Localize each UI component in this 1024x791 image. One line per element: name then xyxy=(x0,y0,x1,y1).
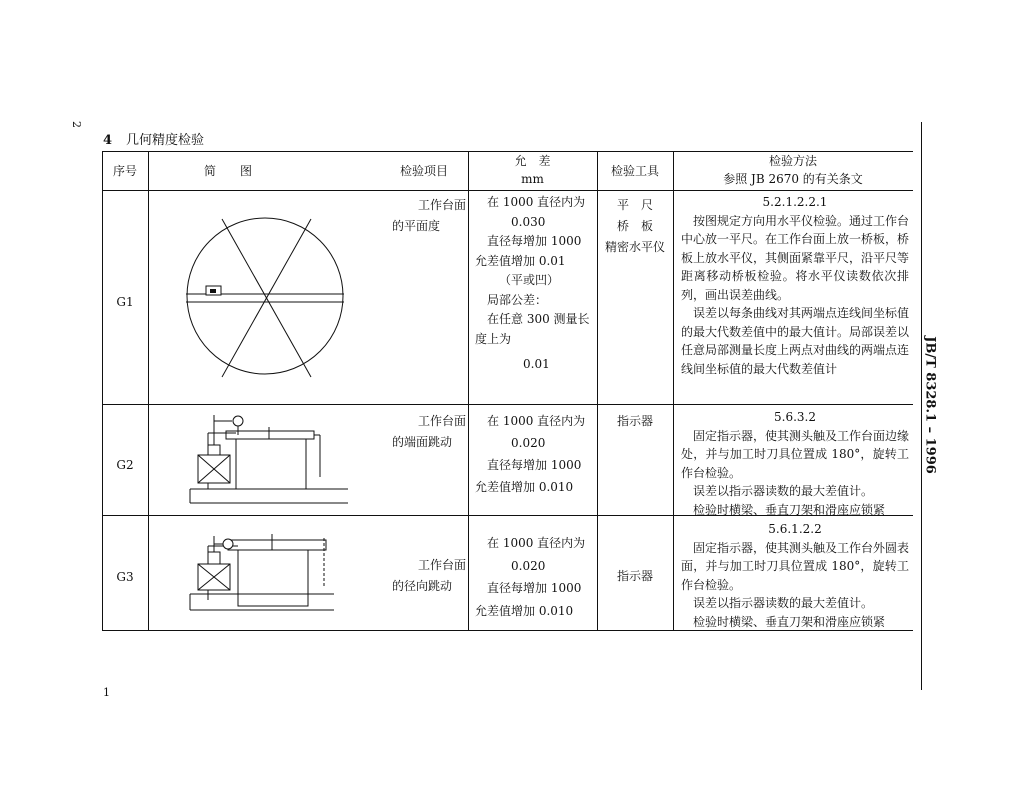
tools-g3 xyxy=(597,566,673,587)
method-g3-para: 检验时横梁、垂直刀架和滑座应锁紧 xyxy=(693,614,886,629)
table-col-rule xyxy=(102,151,103,631)
method-g3-para: 固定指示器，使其测头触及工作台外圆表面，并与加工时刀具位置成 180°，旋转工作台检验。 xyxy=(681,540,910,592)
tolerance-g2 xyxy=(475,410,595,498)
table-col-rule xyxy=(673,151,674,631)
standard-code: JB/T 8328.1 – 1996 xyxy=(922,336,938,474)
header-method-label: 检验方法 xyxy=(768,154,817,168)
tolerance-g1-line: 0.030 xyxy=(511,214,546,229)
row-id-g1: G1 xyxy=(116,295,134,309)
header-tools: 检验工具 xyxy=(610,164,659,178)
tool-g1-item: 平 尺 xyxy=(616,198,653,212)
item-g1-line2: 的平面度 xyxy=(392,219,441,233)
tolerance-g1-line: 局部公差： xyxy=(487,292,548,307)
footer-number: 1 xyxy=(103,686,110,699)
item-g3-line2: 的径向跳动 xyxy=(392,579,453,593)
tolerance-g2-line: 允差值增加 0.010 xyxy=(475,480,574,494)
tolerance-g3 xyxy=(475,532,595,622)
item-g2-line1: 工作台面 xyxy=(417,414,466,428)
method-g2-ref: 5.6.3.2 xyxy=(774,410,816,424)
tolerance-g1-line: 在任意 300 测量长 xyxy=(487,312,590,326)
method-g2-para: 固定指示器，使其测头触及工作台面边缘处，并与加工时刀具位置成 180°，旋转工作台检验。 xyxy=(681,428,910,480)
method-g2-para: 检验时横梁、垂直刀架和滑座应锁紧 xyxy=(693,502,886,517)
tolerance-g1-line: 0.01 xyxy=(523,357,550,371)
tolerance-g2-line: 直径每增加 1000 xyxy=(487,458,582,472)
method-g1-para: 按图规定方向用水平仪检验。通过工作台中心放一平尺。在工作台面上放一桥板，桥板上放水平仪，其侧面紧靠平尺，沿平尺等距离移动桥板检验。将水平仪读数依次排列，画出误差曲线。 xyxy=(681,213,910,302)
tolerance-g3-line: 允差值增加 0.010 xyxy=(475,603,574,618)
tolerance-g3-line: 在 1000 直径内为 xyxy=(487,536,586,550)
header-method-sub: 参照 JB 2670 的有关条文 xyxy=(723,172,863,186)
tool-g3-item: 指示器 xyxy=(616,569,653,583)
tolerance-g2-line: 在 1000 直径内为 xyxy=(487,414,586,428)
item-g1 xyxy=(392,195,466,237)
section-number: 4 xyxy=(103,133,113,148)
tolerance-g1-line: （平或凹） xyxy=(499,273,560,287)
row-id-g3: G3 xyxy=(116,570,134,584)
section-title xyxy=(103,129,204,148)
header-tolerance-label: 允 差 xyxy=(514,154,551,168)
tool-g1-item: 精密水平仪 xyxy=(604,240,665,254)
tolerance-g3-line: 直径每增加 1000 xyxy=(487,581,582,595)
tolerance-g1-line: 在 1000 直径内为 xyxy=(487,195,586,209)
tolerance-g1 xyxy=(475,193,595,375)
tools-g1 xyxy=(597,195,673,258)
item-g3-line1: 工作台面 xyxy=(417,558,466,572)
header-tolerance-unit: mm xyxy=(521,172,544,186)
method-g3-para: 误差以指示器读数的最大差值计。 xyxy=(693,596,874,610)
tolerance-g2-line: 0.020 xyxy=(511,436,546,450)
method-g2 xyxy=(681,408,909,519)
table-col-rule xyxy=(468,151,469,631)
tolerance-g3-line: 0.020 xyxy=(511,558,546,573)
header-method xyxy=(673,152,913,188)
method-g2-para: 误差以指示器读数的最大差值计。 xyxy=(693,484,874,498)
row-id-g2: G2 xyxy=(116,458,134,472)
method-g1 xyxy=(681,193,909,378)
item-g1-line1: 工作台面 xyxy=(417,198,466,212)
tolerance-g1-line: 允差值增加 0.01 xyxy=(475,253,566,268)
tolerance-g1-line: 直径每增加 1000 xyxy=(487,234,582,248)
method-g3 xyxy=(681,520,909,631)
tool-g1-item: 桥 板 xyxy=(616,219,653,233)
header-tolerance xyxy=(468,152,597,188)
header-sketch: 简 图 xyxy=(203,164,252,178)
side-page-number: 2 xyxy=(70,121,83,128)
item-g3 xyxy=(392,555,466,597)
tolerance-g1-line: 度上为 xyxy=(475,331,512,346)
tool-g2-item: 指示器 xyxy=(616,414,653,428)
method-g1-para: 误差以每条曲线对其两端点连线间坐标值的最大代数差值中的最大值计。局部误差以任意局部测量长度上两点对曲线的两端点连线间坐标值的最大代数差值计 xyxy=(681,306,910,376)
item-g2-line2: 的端面跳动 xyxy=(392,435,453,449)
item-g2 xyxy=(392,411,466,453)
tools-g2 xyxy=(597,411,673,432)
method-g1-ref: 5.2.1.2.2.1 xyxy=(762,195,828,209)
header-item: 检验项目 xyxy=(400,164,449,178)
section-title-text: 几何精度检验 xyxy=(126,133,205,148)
method-g3-ref: 5.6.1.2.2 xyxy=(768,522,822,536)
header-seq: 序号 xyxy=(112,164,137,178)
